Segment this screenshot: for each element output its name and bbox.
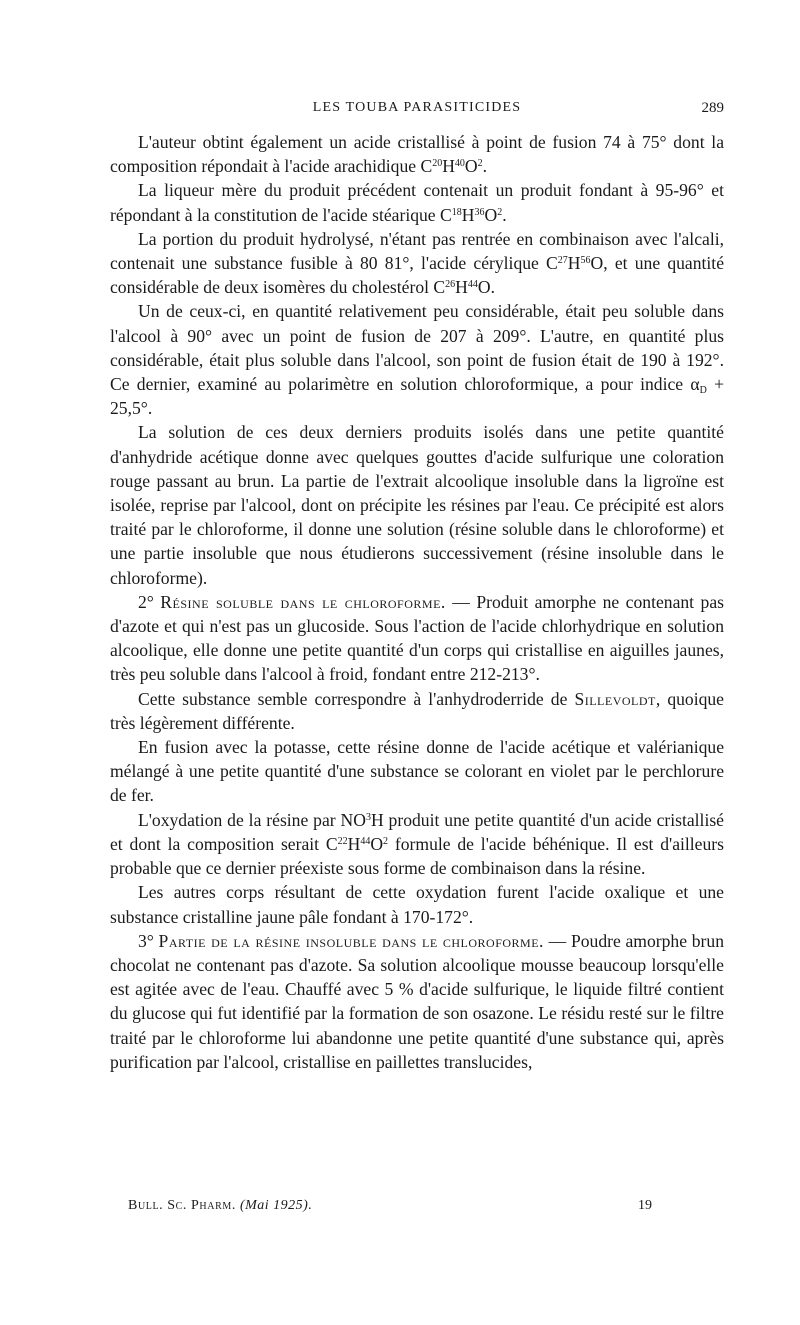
journal-citation: Bull. Sc. Pharm. (Mai 1925). (128, 1198, 313, 1213)
paragraph-insoluble-resin: 3° Partie de la résine insoluble dans le chloroforme. — Poudre amorphe brun chocolat ne contenant pas d'azote. Sa solution alcoolique mousse beaucoup lorsqu'elle est agitée avec de l'eau. Chauffé avec 5 % d'acide sulfurique, le liquide filtré contient du glucose qui fut identifié par la formation de son osazone. Le résidu resté sur le filtre traité par le chloroforme lui abandonne une petite quantité d'une substance qui, après purification par l'alcool, cristallise en paillettes translucides, (110, 930, 724, 1072)
paragraph-oxidation-products: Les autres corps résultant de cette oxydation furent l'acide oxalique et une substance cristalline jaune pâle fondant à 170-172°. (110, 882, 724, 927)
paragraph-soluble-resin: 2° Résine soluble dans le chloroforme. — Produit amorphe ne contenant pas d'azote et qui n'est pas un glucoside. Sous l'action de l'acide chlorhydrique en solution alcoolique, elle donne une petite quantité d'un corps qui cristallise en aiguilles jaunes, très peu soluble dans l'alcool à froid, fondant entre 212-213°. (110, 591, 724, 685)
paragraph-hydrolysed-portion: La portion du produit hydrolysé, n'étant pas rentrée en combinaison avec l'alcali, contenait une substance fusible à 80 81°, l'acide cérylique $C^{27}H^{56}O$, et une quantité considérable de deux isomères du cholestérol $C^{26}H^{44}O$. (110, 228, 725, 298)
paragraph-stearic-acid: La liqueur mère du produit précédent contenait un produit fondant à 95-96° et répondant à la constitution de l'acide stéarique $C^{18}H^{36}O^2$. (110, 180, 724, 225)
paragraph-anhydroderride: Cette substance semble correspondre à l'anhydroderride de Sillevoldt, quoique très légèrement différente. (110, 688, 724, 733)
paragraph-oxidation: L'oxydation de la résine par $NO^3H$ produit une petite quantité d'un acide cristallisé et dont la composition serait $C^{22}H^{44}O^2$ formule de l'acide béhénique. Il est d'ailleurs probable que ce dernier préexiste sous forme de combinaison dans la résine. (110, 809, 724, 879)
paragraph-potash-fusion: En fusion avec la potasse, cette résine donne de l'acide acétique et valérianique mélangé à une petite quantité d'une substance se colorant en violet par le perchlorure de fer. (110, 737, 724, 806)
section-heading-insoluble-resin: Partie de la résine insoluble dans le chloroforme. (158, 930, 544, 951)
page-header (110, 100, 724, 124)
section-heading-soluble-resin: Résine soluble dans le chloroforme. (160, 591, 446, 612)
page-footer (110, 1198, 724, 1220)
signature-number: 19 (638, 1198, 652, 1213)
page-number: 289 (701, 100, 724, 116)
article-body (110, 130, 724, 1074)
author-name: Sillevoldt (574, 688, 656, 709)
paragraph-solution-coloration: La solution de ces deux derniers produits isolés dans une petite quantité d'anhydride acétique donne avec quelques gouttes d'acide sulfurique une coloration rouge passant au brun. La partie de l'extrait alcoolique insoluble dans la ligroïne est isolée, reprise par l'alcool, dont on précipite les résines par l'eau. Ce précipité est alors traité par le chloroforme, il donne une solution (résine soluble dans le chloroforme) et une partie insoluble que nous étudierons successivement (résine insoluble dans le chloroforme). (110, 422, 724, 588)
running-title: LES TOUBA PARASITICIDES (312, 100, 522, 115)
paragraph-arachidic-acid: L'auteur obtint également un acide cristallisé à point de fusion 74 à 75° dont la composition répondait à l'acide arachidique $C^{20}H^{40}O^2$. (110, 132, 724, 177)
issue-date: (Mai 1925). (239, 1198, 313, 1213)
paragraph-cholesterol-isomers: Un de ceux-ci, en quantité relativement peu considérable, était peu soluble dans l'alcool à 90° avec un point de fusion de 207 à 209°. L'autre, en quantité plus considérable, était plus soluble dans l'alcool, son point de fusion était de 190 à 192°. Ce dernier, examiné au polarimètre en solution chloroformique, a pour indice $\alpha_D + 25,5^\circ$. (110, 301, 724, 419)
